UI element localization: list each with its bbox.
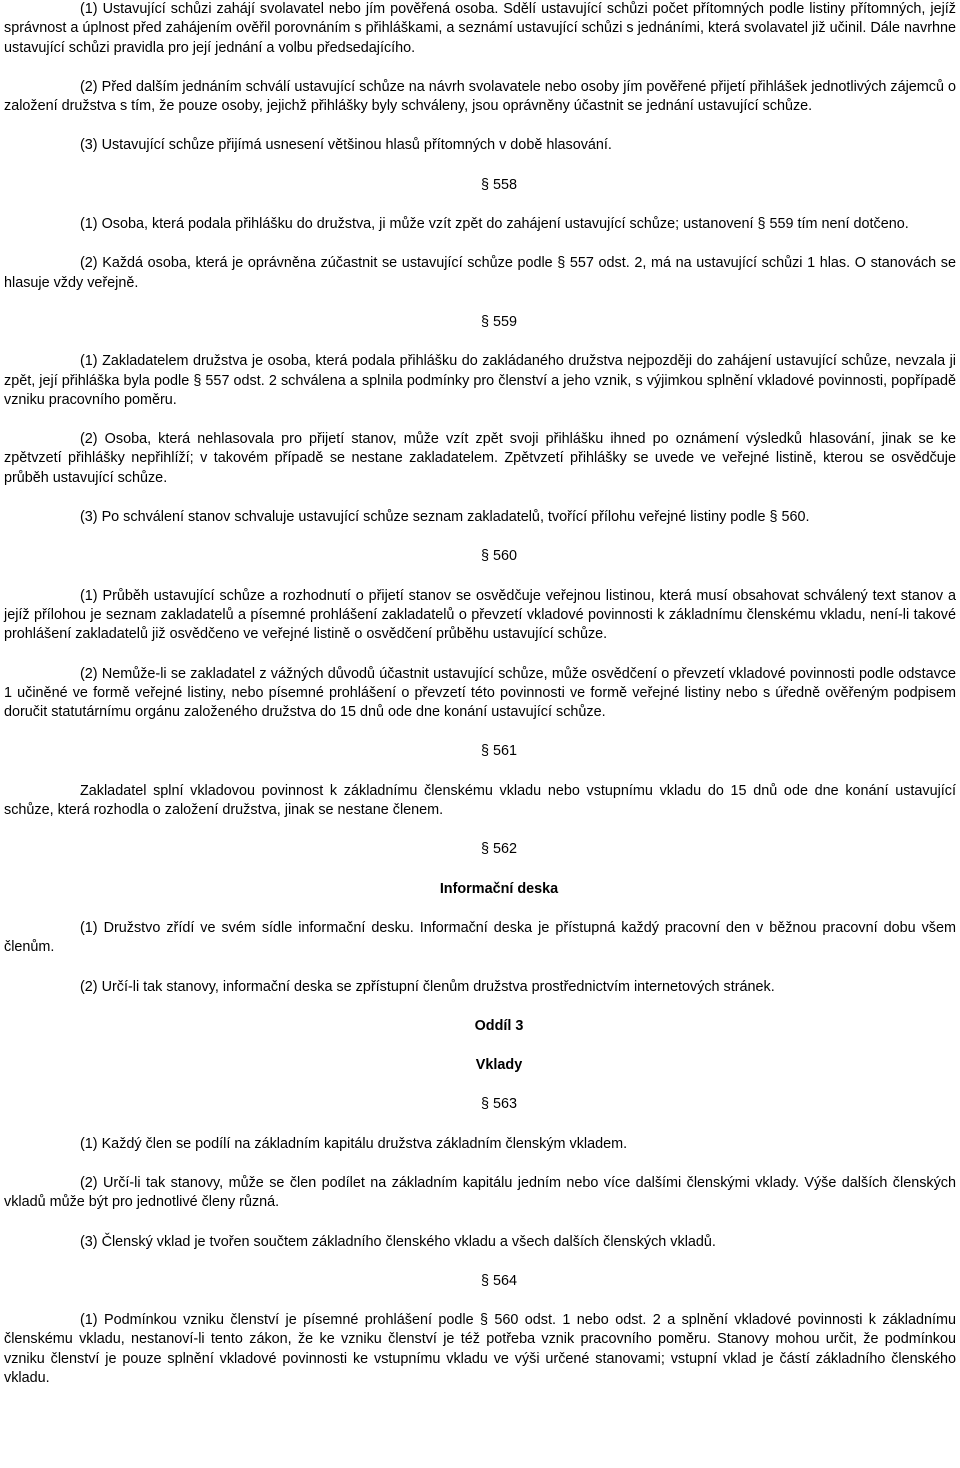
- paragraph: Zakladatel splní vkladovou povinnost k základnímu členskému vkladu nebo vstupnímu vkladu do 15 dnů ode dne konání ustavující schůze, která rozhodla o založení družstva, jinak se nestane členem.: [4, 782, 956, 819]
- section-heading: § 561: [480, 743, 517, 760]
- section-heading: § 560: [480, 548, 517, 565]
- section-heading: § 564: [480, 1272, 517, 1289]
- paragraph: (2) Nemůže-li se zakladatel z vážných důvodů účastnit ustavující schůze, může osvědčení o převzetí vkladové povinnosti podle odstavce 1 učiněné ve formě veřejné listiny, nebo písemné prohlášení o převzetí této povinnosti ve formě veřejné listiny nebo s úředně ověřeným podpisem doručit statutárnímu orgánu založeného družstva do 15 dnů ode dne konání ustavující schůze.: [4, 665, 956, 721]
- paragraph: (3) Ustavující schůze přijímá usnesení většinou hlasů přítomných v době hlasování.: [80, 137, 612, 154]
- paragraph: (2) Určí-li tak stanovy, může se člen podílet na základním kapitálu jedním nebo více dalšími členskými vklady. Výše dalších členských vkladů může být pro jednotlivé členy různá.: [4, 1174, 956, 1211]
- paragraph: (1) Zakladatelem družstva je osoba, která podala přihlášku do zakládaného družstva nejpozději do zahájení ustavující schůze, nevzala ji zpět, její přihláška byla podle § 557 odst. 2 schválena a splnila podmínky pro členství a jeho vznik, s výjimkou splnění vkladové povinnosti, popřípadě vzniku pracovního poměru.: [4, 353, 956, 408]
- paragraph: (2) Každá osoba, která je oprávněna zúčastnit se ustavující schůze podle § 557 odst. 2, má na ustavující schůzi 1 hlas. O stanovách se hlasuje vždy veřejně.: [4, 255, 956, 291]
- paragraph: (1) Každý člen se podílí na základním kapitálu družstva základním členským vkladem.: [80, 1135, 628, 1152]
- paragraph: (1) Osoba, která podala přihlášku do družstva, ji může vzít zpět do zahájení ustavující schůze; ustanovení § 559 tím není dotčeno.: [80, 216, 909, 233]
- paragraph: (3) Členský vklad je tvořen součtem základního členského vkladu a všech dalších členských vkladů.: [80, 1233, 716, 1250]
- paragraph: (2) Před dalším jednáním schválí ustavující schůze na návrh svolavatele nebo osoby jím pověřené přijetí přihlášek jednotlivých zájemců o založení družstva s tím, že pouze osoby, jejichž přihlášky byly schváleny, jsou oprávněny účastnit se jednání ustavující schůze.: [4, 78, 956, 115]
- paragraph: (1) Průběh ustavující schůze a rozhodnutí o přijetí stanov se osvědčuje veřejnou listinou, která musí obsahovat schválený text stanov a jejíž přílohou je seznam zakladatelů a písemné prohlášení zakladatelů o převzetí vkladové povinnosti k základnímu členskému vkladu, není-li takové prohlášení zakladatelů již osvědčeno ve veřejné listině o osvědčení průběhu ustavující schůze.: [4, 587, 956, 643]
- section-title: Informační deska: [439, 880, 559, 897]
- section-heading: § 563: [480, 1096, 517, 1113]
- paragraph: (3) Po schválení stanov schvaluje ustavující schůze seznam zakladatelů, tvořící přílohu veřejné listiny podle § 560.: [80, 509, 810, 526]
- section-title: Vklady: [475, 1057, 523, 1074]
- paragraph: (1) Ustavující schůzi zahájí svolavatel nebo jím pověřená osoba. Sdělí ustavující schůzi počet přítomných podle listiny přítomných, jejíž správnost a úplnost před zahájením ověřil porovnáním s přihláškami, a seznámí ustavující schůzi s jednáními, která svolavatel již učinil. Dále navrhne ustavující schůzi pravidla pro její jednání a volbu předsedajícího.: [4, 1, 956, 56]
- paragraph: (1) Družstvo zřídí ve svém sídle informační desku. Informační deska je přístupná každý pracovní den v běžnou pracovní dobu všem členům.: [4, 919, 956, 956]
- paragraph: (1) Podmínkou vzniku členství je písemné prohlášení podle § 560 odst. 1 nebo odst. 2 a splnění vkladové povinnosti k základnímu členskému vkladu, nestanoví-li tento zákon, že ke vzniku členství je též potřeba vznik pracovního poměru. Stanovy mohou určit, že podmínkou vzniku členství je pouze splnění vkladové povinnosti ke vstupnímu vkladu ve výši určené stanovami; vstupní vklad je částí základního členského vkladu.: [4, 1312, 956, 1387]
- section-heading: § 562: [480, 841, 517, 858]
- paragraph: (2) Osoba, která nehlasovala pro přijetí stanov, může vzít zpět svoji přihlášku ihned po oznámení výsledků hlasování, jinak se ke zpětvzetí přihlášky nepřihlíží; v takovém případě se nestane zakladatelem. Zpětvzetí přihlášky se uvede ve veřejné listině, kterou se osvědčuje průběh ustavující schůze.: [4, 431, 956, 486]
- section-heading: § 559: [480, 313, 517, 330]
- section-title: Oddíl 3: [474, 1017, 524, 1034]
- section-heading: § 558: [480, 176, 517, 193]
- paragraph: (2) Určí-li tak stanovy, informační deska se zpřístupní členům družstva prostřednictvím internetových stránek.: [80, 978, 775, 995]
